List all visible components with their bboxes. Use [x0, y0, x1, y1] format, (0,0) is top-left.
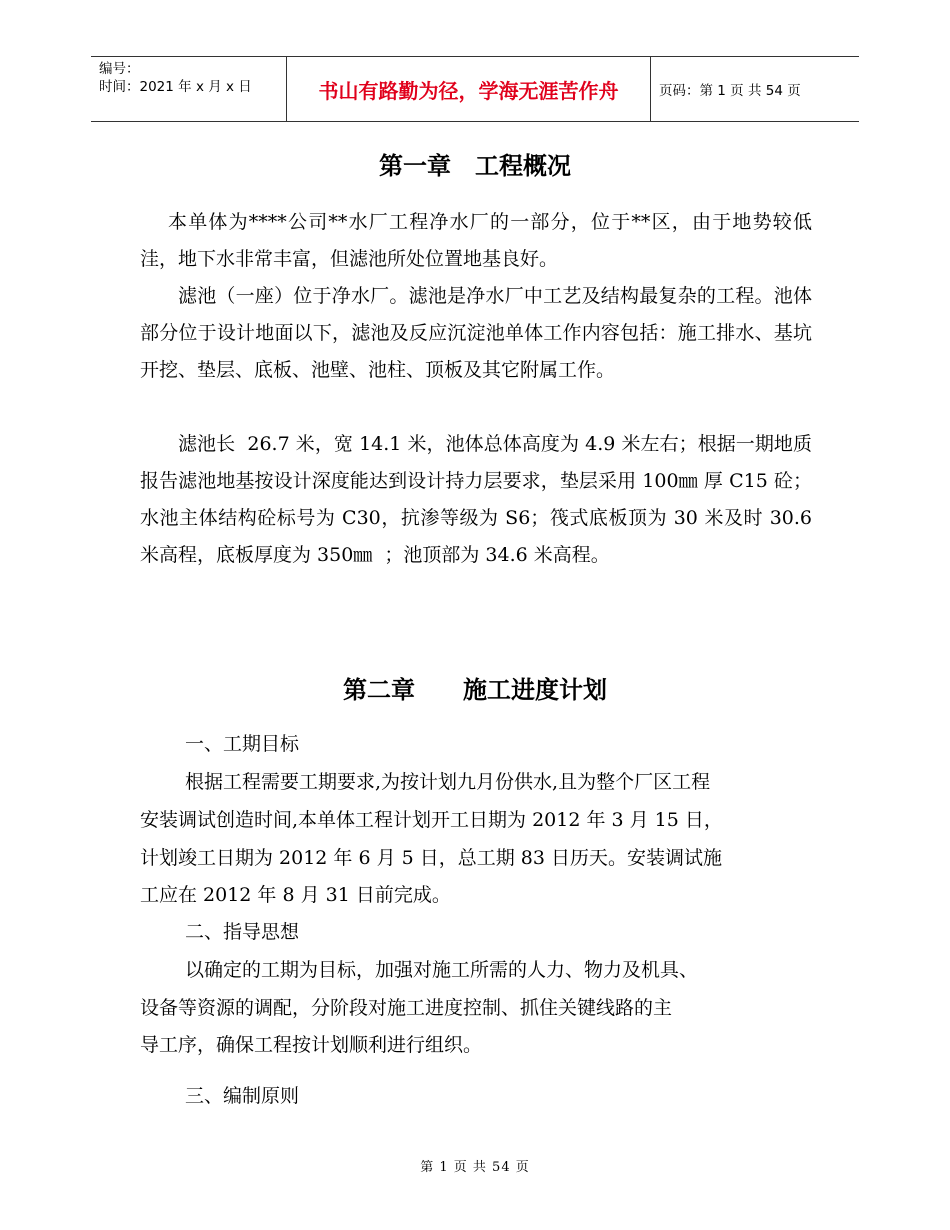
section1-line-2: 安装调试创造时间,本单体工程计划开工日期为 2012 年 3 月 15 日， [140, 809, 723, 831]
section1-heading: 一、工期目标 [185, 733, 300, 755]
section1-line-3: 计划竣工日期为 2012 年 6 月 5 日，总工期 83 日历天。安装调试施 [140, 847, 723, 869]
header-meta [91, 57, 287, 121]
chapter1-paragraph-1: 本单体为****公司**水厂工程净水厂的一部分，位于**区，由于地势较低洼，地下水非常丰富，但滤池所处位置地基良好。 [140, 211, 812, 270]
section2-line-3: 导工序，确保工程按计划顺利进行组织。 [140, 1034, 483, 1056]
section3-heading: 三、编制原则 [185, 1085, 300, 1107]
section2-line-2: 设备等资源的调配，分阶段对施工进度控制、抓住关键线路的主 [140, 997, 673, 1019]
section2-heading: 二、指导思想 [185, 921, 300, 943]
section1-line-1: 根据工程需要工期要求,为按计划九月份供水,且为整个厂区工程 [185, 771, 711, 793]
section2-line-1: 以确定的工期为目标，加强对施工所需的人力、物力及机具、 [185, 959, 699, 981]
chapter1-title: 第一章 工程概况 [379, 152, 571, 180]
section1-line-4: 工应在 2012 年 8 月 31 日前完成。 [140, 884, 451, 906]
serial-label: 编号： [99, 61, 140, 77]
chapter1-paragraph-3: 滤池长 26.7 米，宽 14.1 米，池体总体高度为 4.9 米左右；根据一期地质报告滤池地基按设计深度能达到设计持力层要求，垫层采用 100㎜ 厚 C15 砼；水池主体结构砼标号为 C30，抗渗等级为 S6；筏式底板顶为 30 米及时 30.6 米高程，底板厚度为 350㎜ ；池顶部为 34.6 米高程。 [140, 433, 819, 566]
document-header [91, 56, 859, 122]
time-label: 时间：2021 年 x 月 x 日 [99, 79, 252, 95]
chapter2-title: 第二章 施工进度计划 [343, 676, 607, 704]
page-footer: 第 1 页 共 54 页 [420, 1160, 530, 1175]
chapter1-paragraph-2: 滤池（一座）位于净水厂。滤池是净水厂中工艺及结构最复杂的工程。池体部分位于设计地面以下，滤池及反应沉淀池单体工作内容包括：施工排水、基坑开挖、垫层、底板、池壁、池柱、顶板及其它附属工作。 [140, 285, 812, 381]
header-motto: 书山有路勤为径，学海无涯苦作舟 [287, 57, 651, 121]
header-page-number: 页码：第 1 页 共 54 页 [659, 83, 801, 99]
